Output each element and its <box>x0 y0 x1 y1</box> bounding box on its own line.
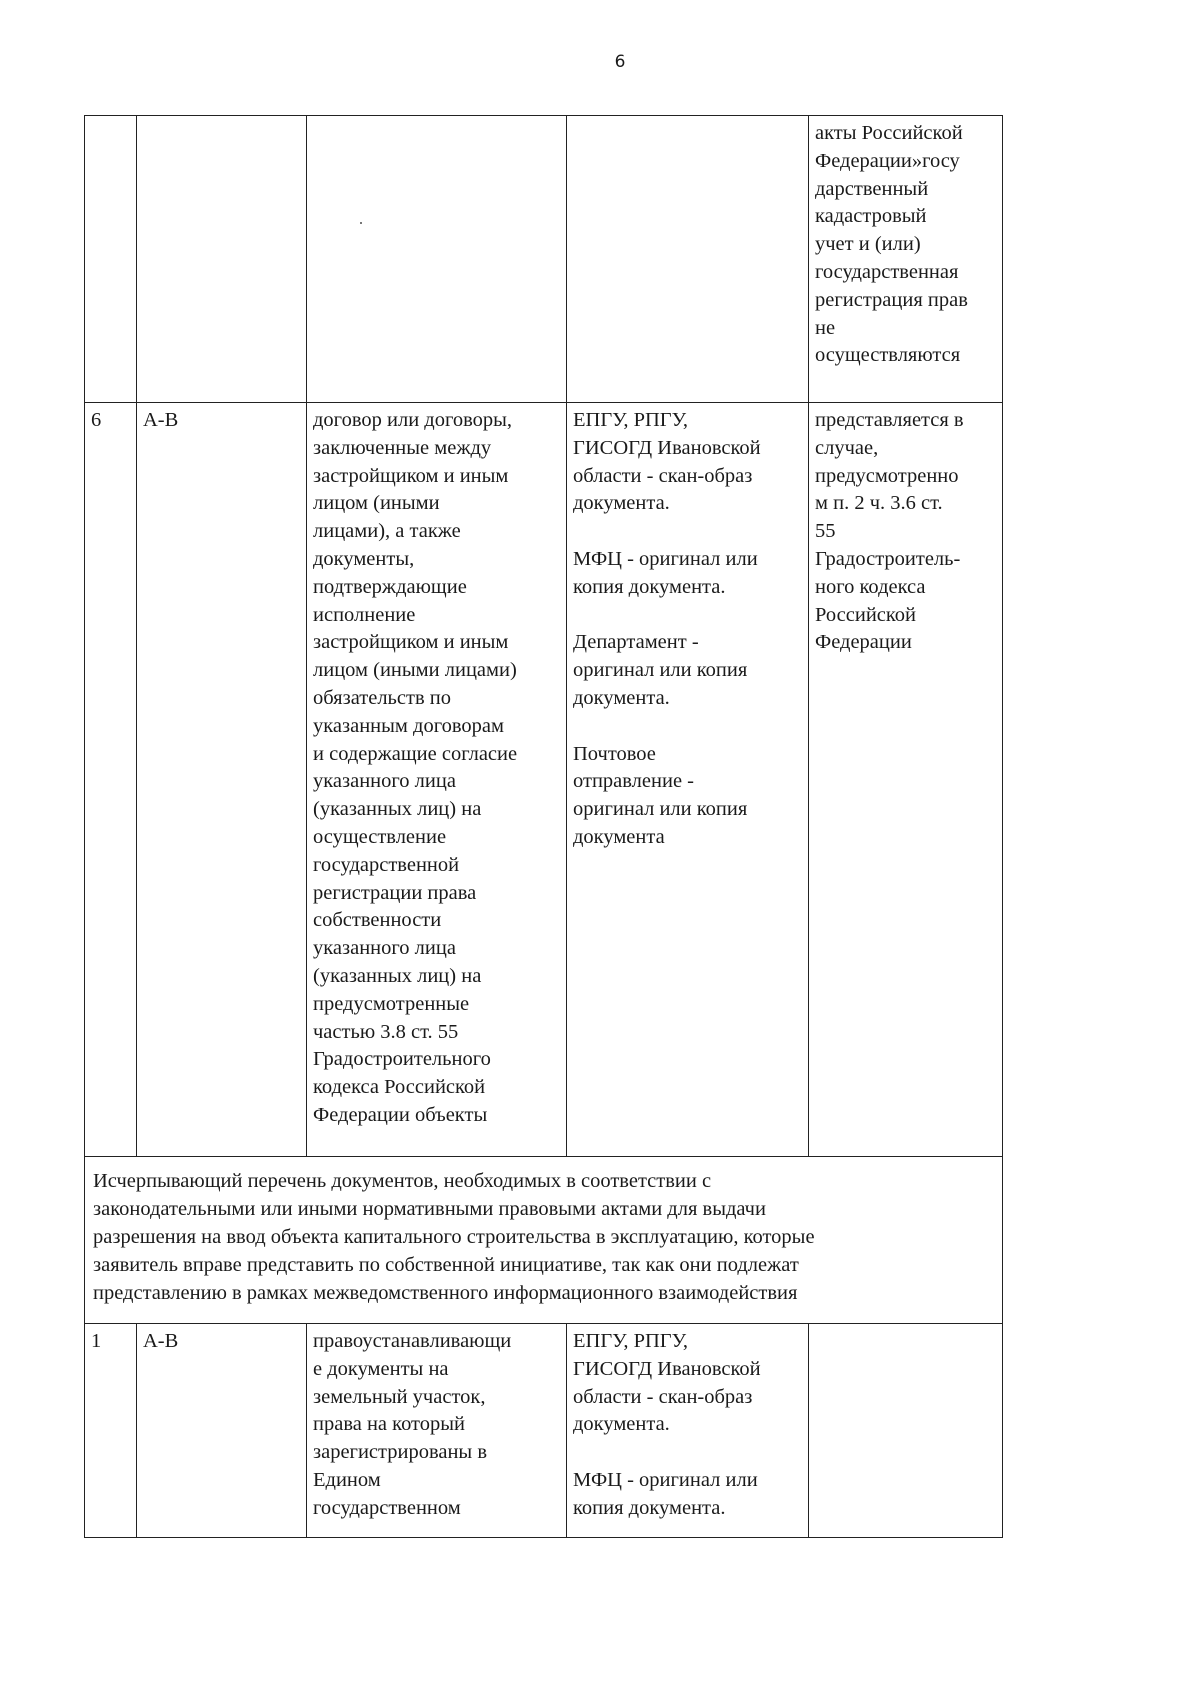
page-number: 6 <box>614 52 626 72</box>
cell-document-name: договор или договоры, заключенные между застройщиком и иным лицом (иными лицами), а также документы, подтверждающие исполнение застройщиком и иным лицом (иными лицами) обязательств по указанным договорам и содержащие согласие указанного лица (указанных лиц) на осуществление государственной регистрации права собственности указанного лица (указанных лиц) на предусмотренные частью 3.8 ст. 55 Градостроительного кодекса Российской Федерации объекты <box>307 403 567 1157</box>
cell-submission-method: ЕПГУ, РПГУ, ГИСОГД Ивановской области - скан-образ документа. МФЦ - оригинал или копия документа. Департамент - оригинал или копия документа. Почтовое отправление - оригинал или копия документа <box>567 403 809 1157</box>
cell-number <box>85 116 137 403</box>
cell-note: акты Российской Федерации»госу дарственный кадастровый учет и (или) государственная регистрация прав не осуществляются <box>809 116 1003 403</box>
cell-number: 1 <box>85 1324 137 1538</box>
cell-number: 6 <box>85 403 137 1157</box>
cell-submission-method <box>567 116 809 403</box>
table-row <box>85 1324 1003 1538</box>
cell-note <box>809 1324 1003 1538</box>
cell-applicant-category <box>137 116 307 403</box>
cell-document-name <box>307 116 567 403</box>
cell-applicant-category: А-В <box>137 1324 307 1538</box>
section-heading-row <box>85 1157 1003 1324</box>
section-heading: Исчерпывающий перечень документов, необходимых в соответствии с законодательными или иными нормативными правовыми актами для выдачи разрешения на ввод объекта капитального строительства в эксплуатацию, которые заявитель вправе представить по собственной инициативе, так как они подлежат представлению в рамках межведомственного информационного взаимодействия <box>85 1157 1003 1324</box>
documents-table <box>84 115 1003 1538</box>
cell-submission-method: ЕПГУ, РПГУ, ГИСОГД Ивановской области - скан-образ документа. МФЦ - оригинал или копия документа. <box>567 1324 809 1538</box>
table-row <box>85 116 1003 403</box>
table-row <box>85 403 1003 1157</box>
cell-document-name: правоустанавливающи е документы на земельный участок, права на который зарегистрированы в Едином государственном <box>307 1324 567 1538</box>
cell-applicant-category: А-В <box>137 403 307 1157</box>
cell-note: представляется в случае, предусмотренно м п. 2 ч. 3.6 ст. 55 Градостроитель- ного кодекса Российской Федерации <box>809 403 1003 1157</box>
